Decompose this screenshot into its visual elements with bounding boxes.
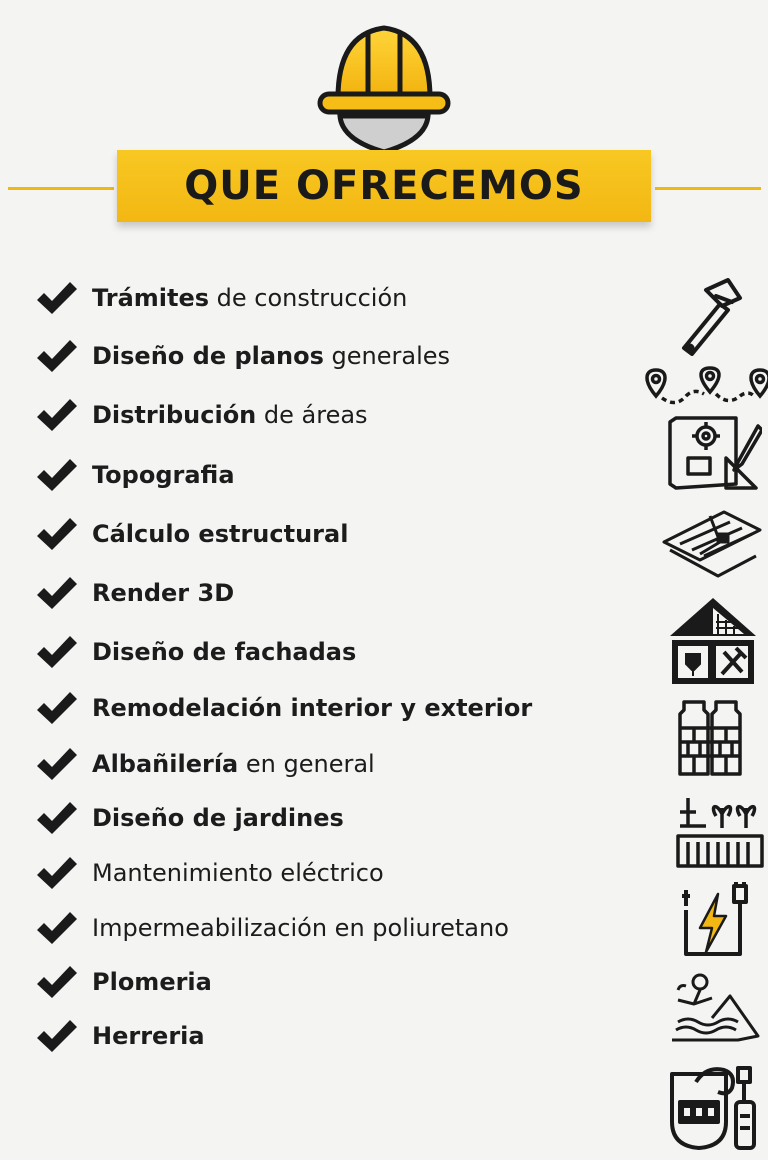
service-item	[34, 851, 384, 895]
service-label-bold: Cálculo estructural	[92, 520, 349, 548]
checkmark-icon	[34, 514, 78, 554]
service-label	[92, 859, 384, 887]
service-item	[34, 334, 450, 378]
blueprint-gear-icon	[666, 414, 762, 492]
service-label-bold: Distribución	[92, 401, 257, 429]
service-label	[92, 579, 234, 607]
service-label	[92, 804, 344, 832]
service-item	[34, 796, 344, 840]
service-label	[92, 968, 212, 996]
icon-column	[640, 0, 768, 1160]
checkmark-icon	[34, 632, 78, 672]
service-label-rest: de construcción	[209, 284, 408, 312]
service-label	[92, 1022, 205, 1050]
service-item	[34, 571, 234, 615]
service-label-bold: Herreria	[92, 1022, 205, 1050]
electric-plug-icon	[678, 880, 748, 960]
service-label-bold: Topografia	[92, 461, 235, 489]
service-item	[34, 960, 212, 1004]
service-item	[34, 512, 348, 556]
checkmark-icon	[34, 798, 78, 838]
checkmark-icon	[34, 455, 78, 495]
checkmark-icon	[34, 278, 78, 318]
service-label-bold: Trámites	[92, 284, 210, 312]
brick-columns-icon	[676, 698, 746, 778]
service-label	[92, 284, 407, 312]
service-label-bold: Diseño de planos	[92, 342, 324, 370]
house-tools-icon	[666, 596, 760, 686]
service-label-rest: de áreas	[256, 401, 368, 429]
service-item	[34, 1014, 205, 1058]
pipe-wrench-icon	[676, 276, 744, 356]
service-label	[92, 914, 509, 942]
service-label	[92, 342, 450, 370]
location-route-icon	[642, 366, 768, 408]
checkmark-icon	[34, 744, 78, 784]
checkmark-icon	[34, 336, 78, 376]
checkmark-icon	[34, 395, 78, 435]
service-label-rest: Impermeabilización en poliuretano	[92, 914, 509, 942]
service-item	[34, 906, 509, 950]
service-label	[92, 461, 235, 489]
service-label-bold: Remodelación interior y exterior	[92, 694, 533, 722]
service-label	[92, 401, 368, 429]
checkmark-icon	[34, 688, 78, 728]
checkmark-icon	[34, 853, 78, 893]
welding-mask-icon	[666, 1062, 762, 1152]
service-label-bold: Plomeria	[92, 968, 212, 996]
service-label	[92, 638, 356, 666]
service-item	[34, 742, 375, 786]
service-label-rest: Mantenimiento eléctrico	[92, 859, 384, 887]
service-item	[34, 686, 532, 730]
checkmark-icon	[34, 908, 78, 948]
service-item	[34, 630, 356, 674]
service-label-bold: Diseño de fachadas	[92, 638, 357, 666]
service-item	[34, 453, 235, 497]
service-label-rest: generales	[323, 342, 451, 370]
service-label-bold: Diseño de jardines	[92, 804, 344, 832]
service-label-bold: Render 3D	[92, 579, 235, 607]
checkmark-icon	[34, 1016, 78, 1056]
checkmark-icon	[34, 573, 78, 613]
service-label	[92, 750, 375, 778]
waterproofing-icon	[668, 970, 762, 1044]
service-label-bold: Albañilería	[92, 750, 239, 778]
service-label-rest: en general	[238, 750, 375, 778]
checkmark-icon	[34, 962, 78, 1002]
garden-fence-icon	[676, 792, 764, 870]
service-label	[92, 520, 348, 548]
service-item	[34, 276, 407, 320]
service-item	[34, 393, 368, 437]
map-plans-icon	[660, 508, 764, 580]
service-label	[92, 694, 532, 722]
page-title: QUE OFRECEMOS	[184, 163, 584, 209]
